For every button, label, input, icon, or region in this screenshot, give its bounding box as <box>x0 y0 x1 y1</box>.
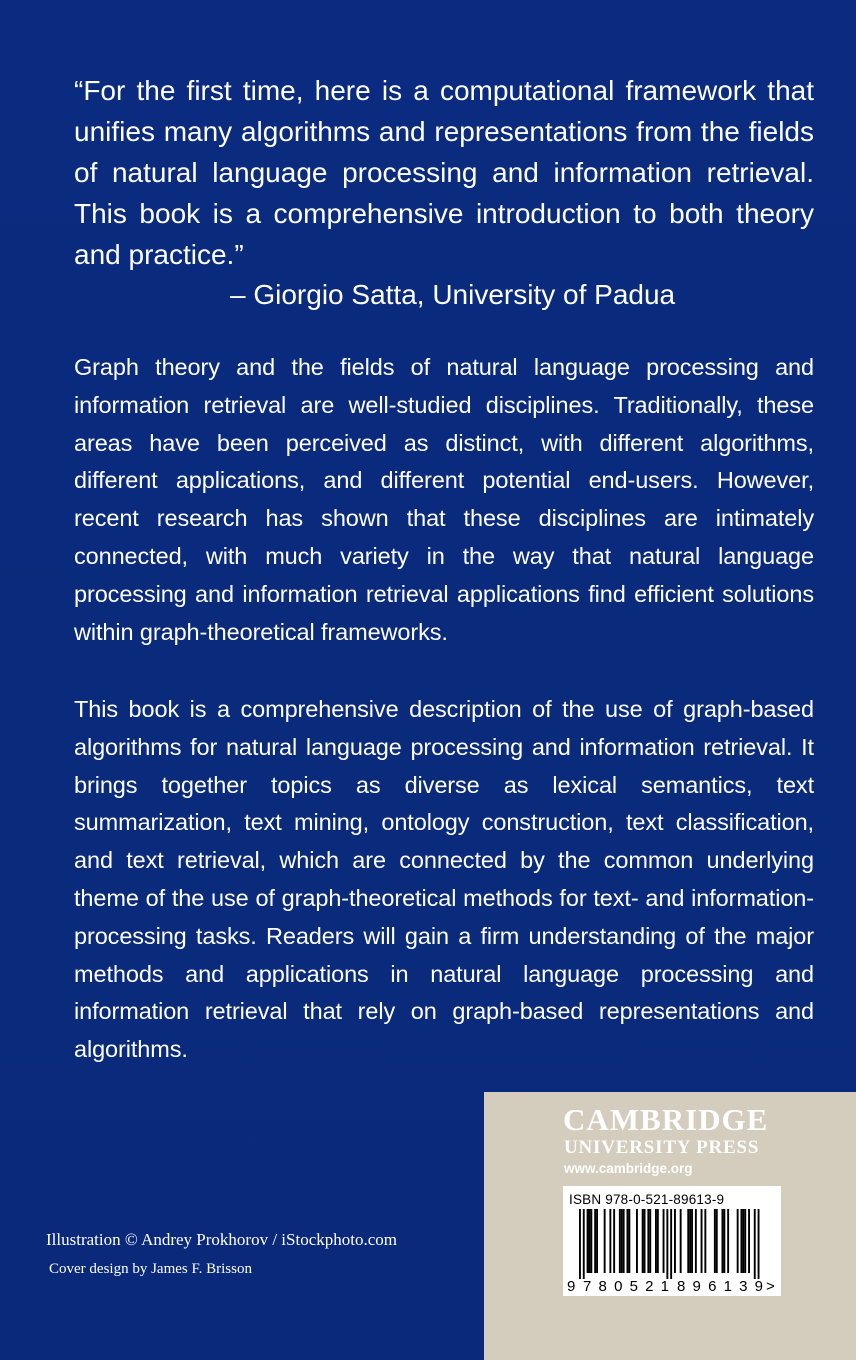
barcode-bar <box>701 1209 703 1273</box>
barcode-graphic <box>567 1209 777 1295</box>
barcode-bar <box>716 1209 718 1273</box>
barcode-bar <box>636 1209 638 1273</box>
barcode-bar <box>583 1209 585 1279</box>
publisher-logo-subtitle: UNIVERSITY PRESS <box>564 1137 760 1158</box>
endorsement-quote <box>74 70 814 315</box>
illustration-credit: Illustration © Andrey Prokhorov / iStockphoto.com <box>46 1230 397 1249</box>
barcode-bar <box>596 1209 598 1273</box>
barcode-bar <box>748 1209 750 1273</box>
barcode-bar <box>754 1209 756 1279</box>
barcode-bar <box>670 1209 672 1279</box>
barcode-digit-marker: > <box>766 1278 775 1295</box>
barcode-bar <box>704 1209 706 1273</box>
barcode-bar <box>594 1209 596 1273</box>
publisher-panel <box>484 1092 856 1360</box>
barcode-bar <box>674 1209 676 1273</box>
barcode-bar <box>691 1209 693 1273</box>
barcode-bar <box>758 1209 760 1279</box>
description-paragraph-2: This book is a comprehensive description of the use of graph-based algorithms for natural language processing and information retrieval. It brings together topics as diverse as lexical semantics, text summarization, text mining, ontology construction, text classification, and text retrieval, which are connected by the common underlying theme of the use of graph-theoretical methods for text- and information-processing tasks. Readers will gain a firm understanding of the major methods and applications in natural language processing and information retrieval that rely on graph-based representations and algorithms. <box>74 696 814 1063</box>
barcode-bar <box>587 1209 589 1273</box>
barcode-bar <box>663 1209 665 1273</box>
barcode-bar <box>689 1209 691 1273</box>
barcode-digit-prefix: 9 <box>567 1278 576 1295</box>
barcode-bar <box>741 1209 743 1273</box>
barcode-bar <box>722 1209 724 1273</box>
barcode-bar <box>695 1209 697 1273</box>
publisher-logo-name: CAMBRIDGE <box>563 1102 769 1137</box>
quote-text: “For the first time, here is a computational framework that unifies many algorithms and representations from the fields of natural language processing and information retrieval. This book is a comprehensive introduction to both theory and practice.” <box>74 75 814 270</box>
barcode-bar <box>627 1209 629 1273</box>
barcode-bar <box>621 1209 623 1273</box>
barcode-bar <box>589 1209 591 1273</box>
barcode-bar <box>655 1209 657 1273</box>
barcode-bar <box>609 1209 611 1273</box>
barcode-bar <box>579 1209 581 1279</box>
barcode-bar <box>657 1209 659 1273</box>
publisher-website: www.cambridge.org <box>564 1161 693 1176</box>
description-paragraph-1: Graph theory and the fields of natural language processing and information retrieval are well-studied disciplines. Traditionally, these areas have been perceived as distinct, with different algorithms, different applications, and different potential end-users. However, recent research has shown that these disciplines are intimately connected, with much variety in the way that natural language processing and information retrieval applications find efficient solutions within graph-theoretical frameworks. <box>74 354 814 645</box>
barcode-digits-left: 780521 <box>583 1278 669 1295</box>
barcode-digits-right: 896139 <box>677 1278 763 1295</box>
barcode-bar <box>642 1209 644 1273</box>
barcode-bar <box>649 1209 651 1273</box>
isbn-label: ISBN 978-0-521-89613-9 <box>569 1192 725 1207</box>
barcode-bar <box>687 1209 689 1273</box>
barcode-bars <box>579 1209 760 1279</box>
cover-credits <box>46 1226 397 1284</box>
barcode-bar <box>590 1209 592 1273</box>
barcode-bar <box>737 1209 739 1273</box>
barcode-bar <box>723 1209 725 1273</box>
barcode-bar <box>623 1209 625 1273</box>
barcode-bar <box>666 1209 668 1279</box>
barcode-bar <box>619 1209 621 1273</box>
isbn-barcode <box>563 1186 781 1296</box>
barcode-bar <box>680 1209 682 1273</box>
barcode-bar <box>644 1209 646 1273</box>
barcode-bar <box>727 1209 729 1273</box>
barcode-bar <box>647 1209 649 1273</box>
barcode-bar <box>613 1209 615 1273</box>
cover-design-credit: Cover design by James F. Brisson <box>49 1261 252 1277</box>
barcode-bar <box>604 1209 606 1273</box>
barcode-bar <box>714 1209 716 1273</box>
barcode-bar <box>744 1209 746 1273</box>
barcode-bar <box>628 1209 630 1273</box>
barcode-bar <box>742 1209 744 1273</box>
quote-attribution: – Giorgio Satta, University of Padua <box>230 279 676 310</box>
